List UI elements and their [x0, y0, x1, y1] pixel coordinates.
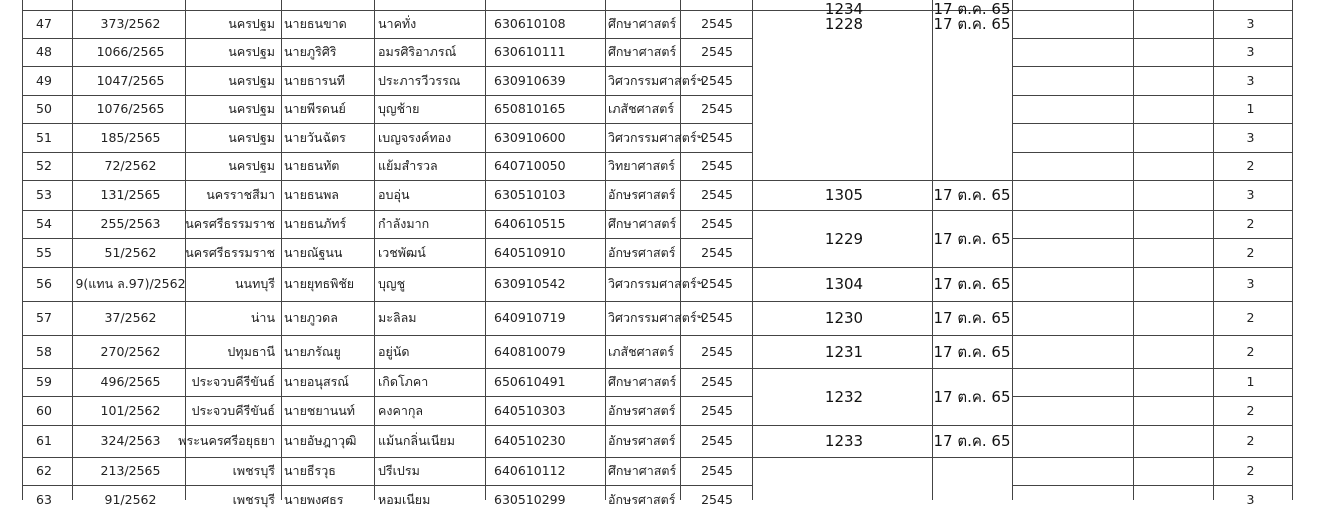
row-rule [22, 152, 752, 153]
row-rule [1012, 301, 1292, 302]
last-value: 3 [1246, 16, 1255, 31]
last-name: เบญจรงค์ทอง [378, 129, 452, 145]
group-date: 17 ต.ค. 65 [933, 342, 1011, 361]
row-rule [1012, 267, 1292, 268]
row-rule [1012, 152, 1292, 153]
year: 2545 [701, 463, 733, 478]
student-id: 640610112 [494, 463, 566, 478]
document-number: 1066/2565 [96, 44, 165, 59]
province: เพชรบุรี [232, 492, 275, 507]
year: 2545 [701, 216, 733, 231]
document-number: 131/2565 [100, 187, 161, 202]
first-name: นายธารนที [284, 72, 346, 88]
faculty: วิศวกรรมศาสตร์ฯ [608, 276, 704, 291]
row-rule [22, 66, 752, 67]
student-id: 640710050 [494, 158, 566, 173]
group-code: 1230 [824, 309, 864, 327]
row-number: 55 [36, 244, 52, 260]
last-name: ประภารวีวรรณ [378, 72, 461, 88]
document-number: 1076/2565 [96, 101, 165, 116]
document-number: 270/2562 [100, 343, 161, 359]
row-rule [22, 210, 752, 211]
faculty: วิศวกรรมศาสตร์ฯ [608, 310, 704, 325]
student-id: 640510303 [494, 402, 566, 418]
group-code: 1232 [824, 387, 864, 406]
first-name: นายภูริศิริ [284, 44, 337, 59]
first-name: นายธีรวุธ [284, 463, 336, 478]
row-rule [1012, 238, 1292, 239]
row-number: 57 [36, 310, 52, 325]
row-rule [22, 10, 752, 11]
row-rule [1012, 95, 1292, 96]
row-rule [22, 368, 752, 369]
student-id: 650610491 [494, 374, 566, 389]
column-rule [1292, 0, 1293, 500]
province: ประจวบคีรีขันธ์ [191, 374, 275, 389]
group-code: 1233 [824, 432, 864, 450]
document-number: 37/2562 [104, 310, 157, 325]
faculty: วิศวกรรมศาสตร์ฯ [608, 72, 704, 88]
year: 2545 [701, 492, 733, 507]
last-name: อยู่นัด [378, 343, 410, 359]
year: 2545 [701, 244, 733, 260]
student-id: 640510910 [494, 244, 566, 260]
row-rule [22, 267, 752, 268]
group-code: 1305 [824, 186, 864, 204]
province: นครปฐม [228, 72, 275, 88]
year: 2545 [701, 310, 733, 325]
last-value: 2 [1246, 402, 1255, 418]
year: 2545 [701, 158, 733, 173]
row-number: 62 [36, 463, 52, 478]
last-value: 3 [1246, 276, 1255, 291]
row-rule [752, 425, 1012, 426]
province: นครราชสีมา [206, 187, 275, 202]
row-number: 49 [36, 72, 52, 88]
student-id: 630610111 [494, 44, 566, 59]
faculty: วิทยาศาสตร์ [608, 158, 676, 173]
faculty: อักษรศาสตร์ [608, 187, 676, 202]
row-rule [1012, 396, 1292, 397]
group-date: 17 ต.ค. 65 [933, 309, 1011, 327]
document-number: 72/2562 [104, 158, 157, 173]
first-name: นายธนพล [284, 187, 339, 202]
faculty: ศึกษาศาสตร์ [608, 463, 677, 478]
last-name: แม้นกลิ่นเนียม [378, 433, 455, 448]
province: นนทบุรี [235, 276, 275, 291]
group-date: 17 ต.ค. 65 [933, 0, 1011, 18]
province: นครศรีธรรมราช [185, 216, 275, 231]
document-number: 324/2563 [100, 433, 161, 448]
document-number: 9(แทน ล.97)/2562 [75, 276, 186, 291]
last-value: 2 [1246, 244, 1255, 260]
faculty: อักษรศาสตร์ [608, 433, 676, 448]
row-number: 54 [36, 216, 52, 231]
row-rule [1012, 425, 1292, 426]
year: 2545 [701, 374, 733, 389]
faculty: ศึกษาศาสตร์ [608, 16, 677, 31]
last-name: เกิดโภคา [378, 374, 429, 389]
row-number: 61 [36, 433, 52, 448]
province: ประจวบคีรีขันธ์ [191, 402, 275, 418]
province: นครปฐม [228, 44, 275, 59]
student-id: 640610515 [494, 216, 566, 231]
row-rule [22, 485, 752, 486]
row-rule [22, 180, 752, 181]
last-value: 2 [1246, 463, 1255, 478]
row-number: 48 [36, 44, 52, 59]
document-number: 213/2565 [100, 463, 161, 478]
last-value: 3 [1246, 44, 1255, 59]
group-date: 17 ต.ค. 65 [933, 275, 1011, 293]
row-rule [22, 38, 752, 39]
last-value: 2 [1246, 433, 1255, 448]
first-name: นายอนุสรณ์ [284, 374, 349, 389]
row-rule [22, 335, 752, 336]
last-name: หอมเนียม [378, 492, 431, 507]
first-name: นายธนขาด [284, 16, 347, 31]
province: นครปฐม [228, 16, 275, 31]
province: ปทุมธานี [227, 343, 275, 359]
row-number: 58 [36, 343, 52, 359]
row-rule [22, 238, 752, 239]
group-code: 1304 [824, 275, 864, 293]
student-id: 630510103 [494, 187, 566, 202]
last-name: เวชพัฒน์ [378, 244, 426, 260]
row-rule [1012, 368, 1292, 369]
row-rule [752, 180, 1012, 181]
year: 2545 [701, 433, 733, 448]
row-rule [1012, 457, 1292, 458]
last-value: 1 [1246, 374, 1255, 389]
last-value: 2 [1246, 343, 1255, 359]
year: 2545 [701, 129, 733, 145]
row-rule [22, 95, 752, 96]
student-id: 630910542 [494, 276, 566, 291]
last-name: มะลิลม [378, 310, 417, 325]
row-rule [1012, 210, 1292, 211]
last-name: นาคทั่ง [378, 16, 417, 31]
row-rule [1012, 485, 1292, 486]
row-rule [22, 301, 752, 302]
row-rule [752, 210, 1012, 211]
student-id: 630610108 [494, 16, 566, 31]
last-name: กำลังมาก [378, 216, 430, 231]
document-number: 1047/2565 [96, 72, 165, 88]
row-rule [22, 425, 752, 426]
last-value: 3 [1246, 492, 1255, 507]
row-number: 59 [36, 374, 52, 389]
row-number: 51 [36, 129, 52, 145]
last-name: บุญช้าย [378, 101, 420, 116]
group-code: 1234 [824, 0, 864, 18]
first-name: นายณัฐนน [284, 244, 343, 260]
student-id: 640810079 [494, 343, 566, 359]
document-number: 101/2562 [100, 402, 161, 418]
last-name: บุญชู [378, 276, 406, 291]
group-date: 17 ต.ค. 65 [933, 15, 1011, 33]
first-name: นายพงศธร [284, 492, 344, 507]
province: น่าน [250, 310, 275, 325]
row-rule [752, 267, 1012, 268]
document-number: 496/2565 [100, 374, 161, 389]
document-number: 255/2563 [100, 216, 161, 231]
document-number: 51/2562 [104, 244, 157, 260]
row-rule [1012, 180, 1292, 181]
group-date: 17 ต.ค. 65 [933, 387, 1011, 406]
faculty: ศึกษาศาสตร์ [608, 374, 677, 389]
row-number: 53 [36, 187, 52, 202]
first-name: นายพีรดนย์ [284, 101, 346, 116]
group-code: 1229 [824, 229, 864, 248]
faculty: อักษรศาสตร์ [608, 244, 676, 260]
last-name: คงคากุล [378, 402, 424, 418]
year: 2545 [701, 16, 733, 31]
student-id: 640910719 [494, 310, 566, 325]
last-name: แย้มสำรวล [378, 158, 438, 173]
last-value: 3 [1246, 72, 1255, 88]
faculty: อักษรศาสตร์ [608, 492, 676, 507]
student-id: 630510299 [494, 492, 566, 507]
row-number: 63 [36, 492, 52, 507]
province: นครปฐม [228, 158, 275, 173]
faculty: เภสัชศาสตร์ [608, 101, 675, 116]
first-name: นายธนภัทร์ [284, 216, 347, 231]
year: 2545 [701, 187, 733, 202]
row-rule [1012, 38, 1292, 39]
row-rule [1012, 123, 1292, 124]
row-number: 52 [36, 158, 52, 173]
faculty: อักษรศาสตร์ [608, 402, 676, 418]
row-rule [22, 457, 752, 458]
last-value: 2 [1246, 310, 1255, 325]
document-number: 373/2562 [100, 16, 161, 31]
last-value: 3 [1246, 129, 1255, 145]
row-rule [752, 457, 1012, 458]
row-rule [22, 396, 752, 397]
row-rule [752, 368, 1012, 369]
row-rule [22, 123, 752, 124]
first-name: นายชยานนท์ [284, 402, 356, 418]
year: 2545 [701, 402, 733, 418]
row-number: 47 [36, 16, 52, 31]
row-rule [1012, 335, 1292, 336]
faculty: ศึกษาศาสตร์ [608, 44, 677, 59]
province: พระนครศรีอยุธยา [178, 433, 275, 448]
province: นครศรีธรรมราช [185, 244, 275, 260]
faculty: ศึกษาศาสตร์ [608, 216, 677, 231]
row-rule [1012, 10, 1292, 11]
first-name: นายวันฉัตร [284, 129, 346, 145]
group-date: 17 ต.ค. 65 [933, 186, 1011, 204]
year: 2545 [701, 343, 733, 359]
province: นครปฐม [228, 129, 275, 145]
last-value: 2 [1246, 158, 1255, 173]
row-rule [752, 301, 1012, 302]
faculty: เภสัชศาสตร์ [608, 343, 675, 359]
document-number: 185/2565 [100, 129, 161, 145]
first-name: นายธนทัต [284, 158, 340, 173]
first-name: นายภูวดล [284, 310, 338, 325]
row-rule [1012, 66, 1292, 67]
province: นครปฐม [228, 101, 275, 116]
document-number: 91/2562 [104, 492, 157, 507]
first-name: นายอัษฎาวุฒิ [284, 433, 357, 448]
group-date: 17 ต.ค. 65 [933, 432, 1011, 450]
row-number: 56 [36, 276, 52, 291]
group-code: 1228 [824, 15, 864, 33]
last-value: 2 [1246, 216, 1255, 231]
last-name: อบอุ่น [378, 187, 410, 202]
student-id: 630910600 [494, 129, 566, 145]
last-name: อมรศิริอาภรณ์ [378, 44, 457, 59]
last-name: ปรีเปรม [378, 463, 420, 478]
first-name: นายยุทธพิชัย [284, 276, 355, 291]
student-id: 650810165 [494, 101, 566, 116]
faculty: วิศวกรรมศาสตร์ฯ [608, 129, 704, 145]
year: 2545 [701, 44, 733, 59]
student-id: 640510230 [494, 433, 566, 448]
row-rule [752, 335, 1012, 336]
year: 2545 [701, 101, 733, 116]
student-id: 630910639 [494, 72, 566, 88]
row-number: 60 [36, 402, 52, 418]
province: เพชรบุรี [232, 463, 275, 478]
year: 2545 [701, 276, 733, 291]
group-code: 1231 [824, 342, 864, 361]
group-date: 17 ต.ค. 65 [933, 229, 1011, 248]
last-value: 3 [1246, 187, 1255, 202]
first-name: นายภรัณยู [284, 343, 341, 359]
last-value: 1 [1246, 101, 1255, 116]
year: 2545 [701, 72, 733, 88]
row-number: 50 [36, 101, 52, 116]
